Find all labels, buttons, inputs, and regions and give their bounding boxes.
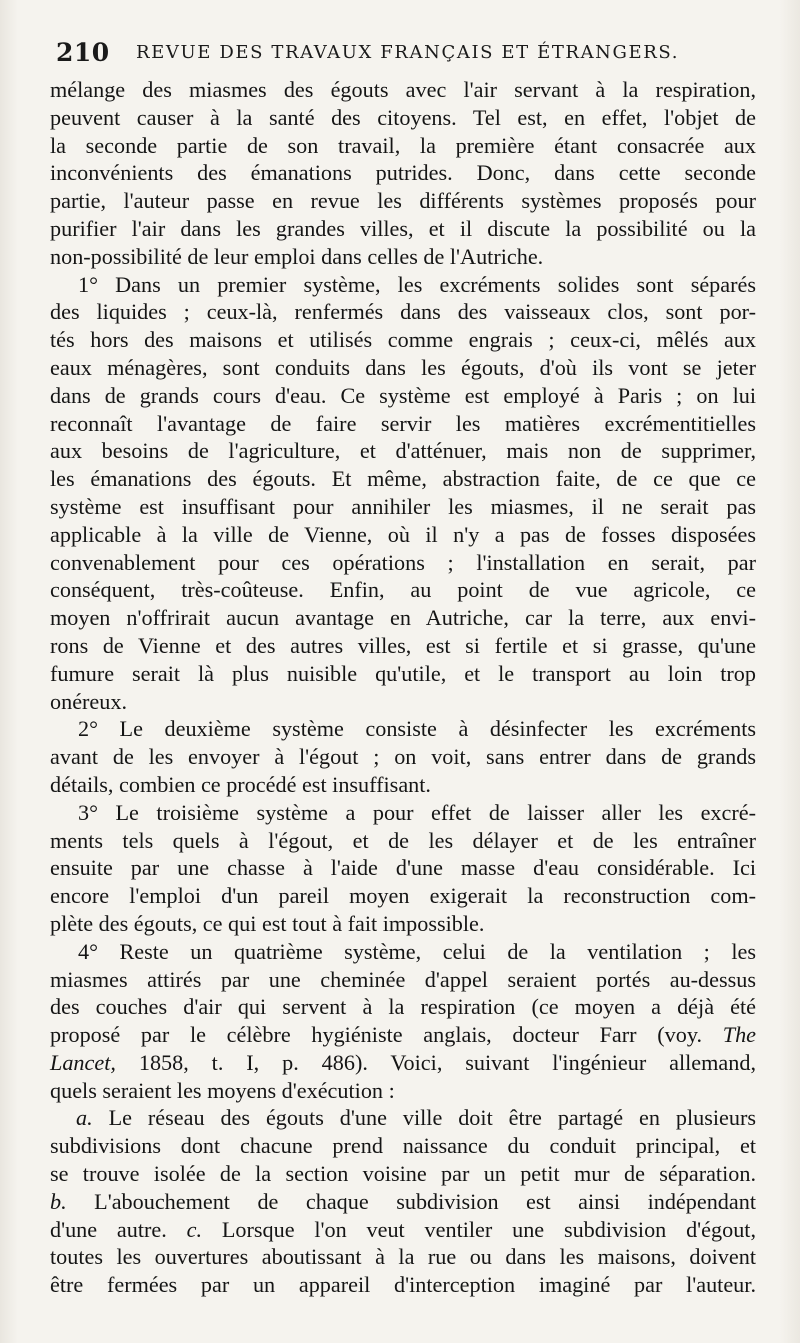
running-title: REVUE DES TRAVAUX FRANÇAIS ET ÉTRANGERS. — [136, 42, 680, 63]
text-line: miasmes attirés par une cheminée d'appel seraient portés au-dessus — [50, 966, 756, 992]
text-line: avant de les envoyer à l'égout ; on voit, sans entrer dans de grands — [50, 744, 756, 770]
text-line: 2° Le deuxième système consiste à désinfecter les excréments — [78, 716, 756, 742]
text-line: rons de Vienne et des autres villes, est si fertile et si grasse, qu'une — [50, 632, 756, 658]
text-line: toutes les ouvertures aboutissant à la rue ou dans les maisons, doivent — [50, 1244, 756, 1270]
text-line: mélange des miasmes des égouts avec l'air servant à la respiration, — [50, 77, 756, 102]
text-line: ensuite par une chasse à l'aide d'une masse d'eau considérable. Ici — [50, 855, 756, 881]
text-fragment: L'abouchement de chaque subdivision est ainsi indépendant — [94, 1188, 756, 1214]
text-line: plète des égouts, ce qui est tout à fait impossible. — [50, 910, 485, 936]
text-fragment: d'une autre. — [50, 1216, 167, 1242]
item-marker: c. — [186, 1216, 203, 1242]
text-line: moyen n'offrirait aucun avantage en Autriche, car la terre, aux envi- — [50, 605, 756, 631]
text-line: peuvent causer à la santé des citoyens. Tel est, en effet, l'objet de — [50, 104, 756, 130]
text-line: 3° Le troisième système a pour effet de laisser aller les excré- — [78, 799, 756, 825]
page-number: 210 — [56, 38, 110, 67]
journal-title: The — [722, 1022, 757, 1048]
text-line: onéreux. — [50, 688, 128, 714]
text-line: applicable à la ville de Vienne, où il n'y a pas de fosses disposées — [50, 521, 756, 547]
body-text — [50, 76, 756, 1299]
text-line: dans de grands cours d'eau. Ce système est employé à Paris ; on lui — [50, 382, 756, 408]
text-line: purifier l'air dans les grandes villes, et il discute la possibilité ou la — [50, 215, 756, 241]
text-line: des liquides ; ceux-là, renfermés dans des vaisseaux clos, sont por- — [50, 299, 756, 325]
text-fragment: Le réseau des égouts d'une ville doit être partagé en plusieurs — [108, 1105, 757, 1131]
text-line: non-possibilité de leur emploi dans celles de l'Autriche. — [50, 243, 544, 269]
text-line: ments tels quels à l'égout, et de les délayer et de les entraîner — [50, 827, 756, 853]
text-line — [50, 1188, 756, 1216]
text-line: être fermées par un appareil d'interception imaginé par l'auteur. — [50, 1272, 756, 1298]
text-line: 4° Reste un quatrième système, celui de la ventilation ; les — [78, 938, 756, 964]
item-marker: a. — [76, 1105, 93, 1131]
text-line — [50, 1021, 756, 1049]
text-line: aux besoins de l'agriculture, et d'atténuer, mais non de supprimer, — [50, 438, 756, 464]
text-line — [50, 1104, 756, 1132]
text-fragment: Lorsque l'on veut ventiler une subdivision d'égout, — [221, 1216, 757, 1242]
text-line — [50, 1216, 756, 1244]
text-line — [50, 1049, 756, 1077]
page-header — [56, 38, 756, 68]
item-marker: b. — [50, 1188, 67, 1214]
text-fragment: proposé par le célèbre hygiéniste anglais, docteur Farr (voy. — [50, 1022, 703, 1048]
text-line: subdivisions dont chacune prend naissance du conduit principal, et — [50, 1133, 756, 1159]
text-line: partie, l'auteur passe en revue les différents systèmes proposés pour — [50, 188, 756, 214]
text-line: inconvénients des émanations putrides. Donc, dans cette seconde — [50, 160, 756, 186]
text-line: se trouve isolée de la section voisine par un petit mur de séparation. — [50, 1161, 756, 1187]
text-line: détails, combien ce procédé est insuffisant. — [50, 771, 431, 797]
text-line: encore l'emploi d'un pareil moyen exigerait la reconstruction com- — [50, 883, 756, 909]
journal-title: Lancet, — [50, 1049, 116, 1075]
text-line: convenablement pour ces opérations ; l'installation en serait, par — [50, 549, 756, 575]
text-line: conséquent, très-coûteuse. Enfin, au point de vue agricole, ce — [50, 577, 756, 603]
text-line: système est insuffisant pour annihiler les miasmes, il ne serait pas — [50, 493, 756, 519]
text-line: fumure serait là plus nuisible qu'utile, et le transport au loin trop — [50, 660, 756, 686]
text-line: des couches d'air qui servent à la respiration (ce moyen a déjà été — [50, 994, 756, 1020]
text-line: 1° Dans un premier système, les excréments solides sont séparés — [78, 271, 756, 297]
text-fragment: 1858, t. I, p. 486). Voici, suivant l'ingénieur allemand, — [138, 1049, 756, 1075]
text-line: tés hors des maisons et utilisés comme engrais ; ceux-ci, mêlés aux — [50, 327, 756, 353]
text-line: reconnaît l'avantage de faire servir les matières excrémentitielles — [50, 410, 756, 436]
text-line: les émanations des égouts. Et même, abstraction faite, de ce que ce — [50, 466, 756, 492]
text-line: la seconde partie de son travail, la première étant consacrée aux — [50, 132, 756, 158]
text-line: eaux ménagères, sont conduits dans les égouts, d'où ils vont se jeter — [50, 354, 756, 380]
text-line: quels seraient les moyens d'exécution : — [50, 1077, 395, 1103]
